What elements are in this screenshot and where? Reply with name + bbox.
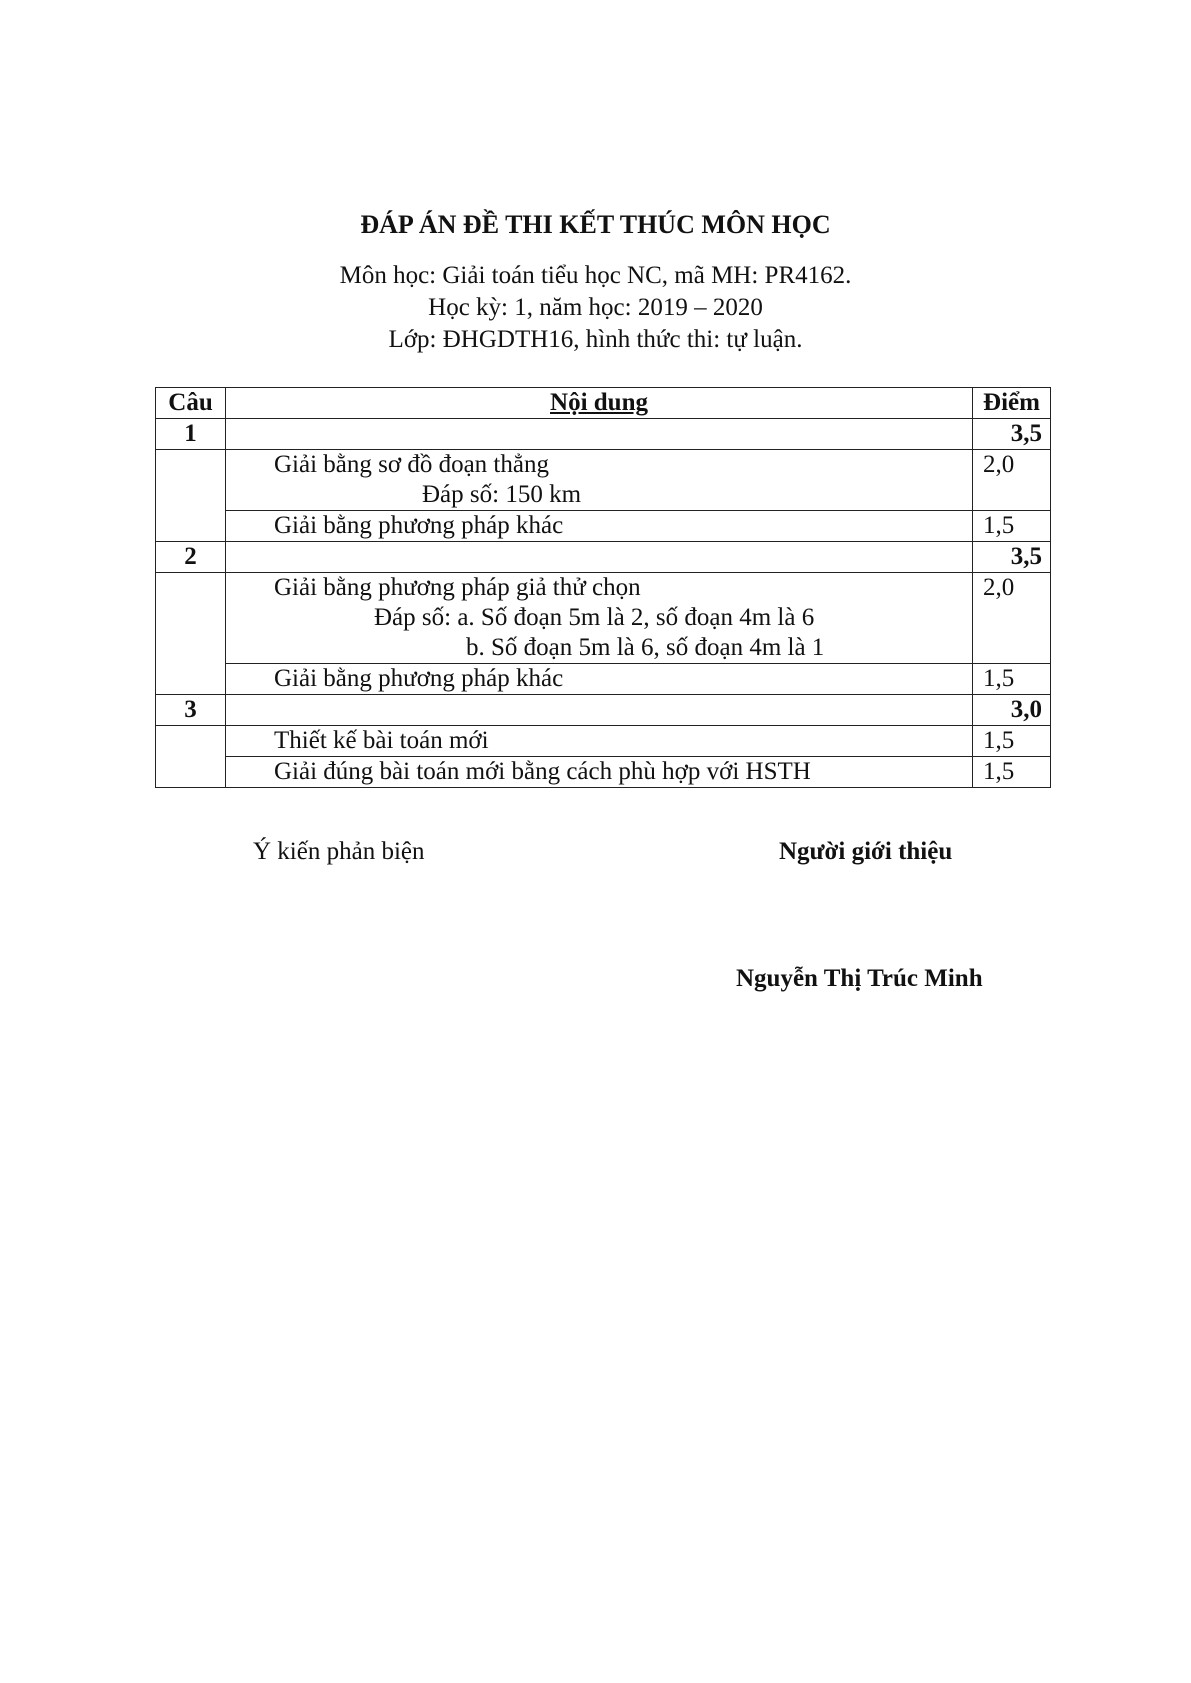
- criterion-score: 1,5: [973, 726, 1051, 757]
- criterion-text: Giải bằng phương pháp khác: [226, 511, 973, 542]
- table-row: [156, 419, 1051, 450]
- introducer-name: Nguyễn Thị Trúc Minh: [736, 965, 983, 992]
- table-row: [156, 664, 1051, 695]
- criterion-score: 1,5: [973, 511, 1051, 542]
- table-header-row: [156, 388, 1051, 419]
- criterion-score: 1,5: [973, 757, 1051, 788]
- empty-cell: [156, 450, 226, 542]
- answer-text: b. Số đoạn 5m là 6, số đoạn 4m là 1: [466, 634, 825, 661]
- question-number: 3: [156, 695, 226, 726]
- empty-cell: [226, 695, 973, 726]
- table-row: [156, 757, 1051, 788]
- header-cau: Câu: [156, 388, 226, 419]
- table-row: [156, 542, 1051, 573]
- term-line: Học kỳ: 1, năm học: 2019 – 2020: [428, 294, 763, 321]
- question-total-score: 3,5: [973, 419, 1051, 450]
- question-number: 1: [156, 419, 226, 450]
- empty-cell: [226, 419, 973, 450]
- table-row: [156, 695, 1051, 726]
- criterion-text: Giải bằng phương pháp khác: [226, 664, 973, 695]
- criterion-text: Giải bằng phương pháp giả thử chọn: [274, 574, 641, 601]
- table-row: [156, 726, 1051, 757]
- subject-line: Môn học: Giải toán tiểu học NC, mã MH: PR4162.: [339, 262, 852, 289]
- question-total-score: 3,0: [973, 695, 1051, 726]
- reviewer-label: Ý kiến phản biện: [253, 838, 425, 865]
- introducer-label: Người giới thiệu: [779, 838, 953, 865]
- table-row: [156, 573, 1051, 664]
- empty-cell: [226, 542, 973, 573]
- document-title: ĐÁP ÁN ĐỀ THI KẾT THÚC MÔN HỌC: [360, 210, 831, 239]
- criterion-cell: [226, 573, 973, 664]
- criterion-score: 2,0: [973, 573, 1051, 664]
- criterion-cell: [226, 450, 973, 511]
- answer-text: Đáp số: 150 km: [422, 481, 582, 508]
- header-noi-dung: [226, 388, 973, 419]
- class-line: Lớp: ĐHGDTH16, hình thức thi: tự luận.: [388, 326, 803, 353]
- header-diem: Điểm: [973, 388, 1051, 419]
- question-total-score: 3,5: [973, 542, 1051, 573]
- header-noi-dung-label: Nội dung: [550, 389, 648, 416]
- empty-cell: [156, 573, 226, 695]
- criterion-text: Thiết kế bài toán mới: [226, 726, 973, 757]
- answer-text: Đáp số: a. Số đoạn 5m là 2, số đoạn 4m là 6: [374, 604, 815, 631]
- criterion-text: Giải đúng bài toán mới bằng cách phù hợp với HSTH: [226, 757, 973, 788]
- table-row: [156, 450, 1051, 511]
- criterion-text: Giải bằng sơ đồ đoạn thẳng: [274, 451, 549, 478]
- table-row: [156, 511, 1051, 542]
- empty-cell: [156, 726, 226, 788]
- question-number: 2: [156, 542, 226, 573]
- answer-table: [155, 387, 1051, 788]
- criterion-score: 1,5: [973, 664, 1051, 695]
- criterion-score: 2,0: [973, 450, 1051, 511]
